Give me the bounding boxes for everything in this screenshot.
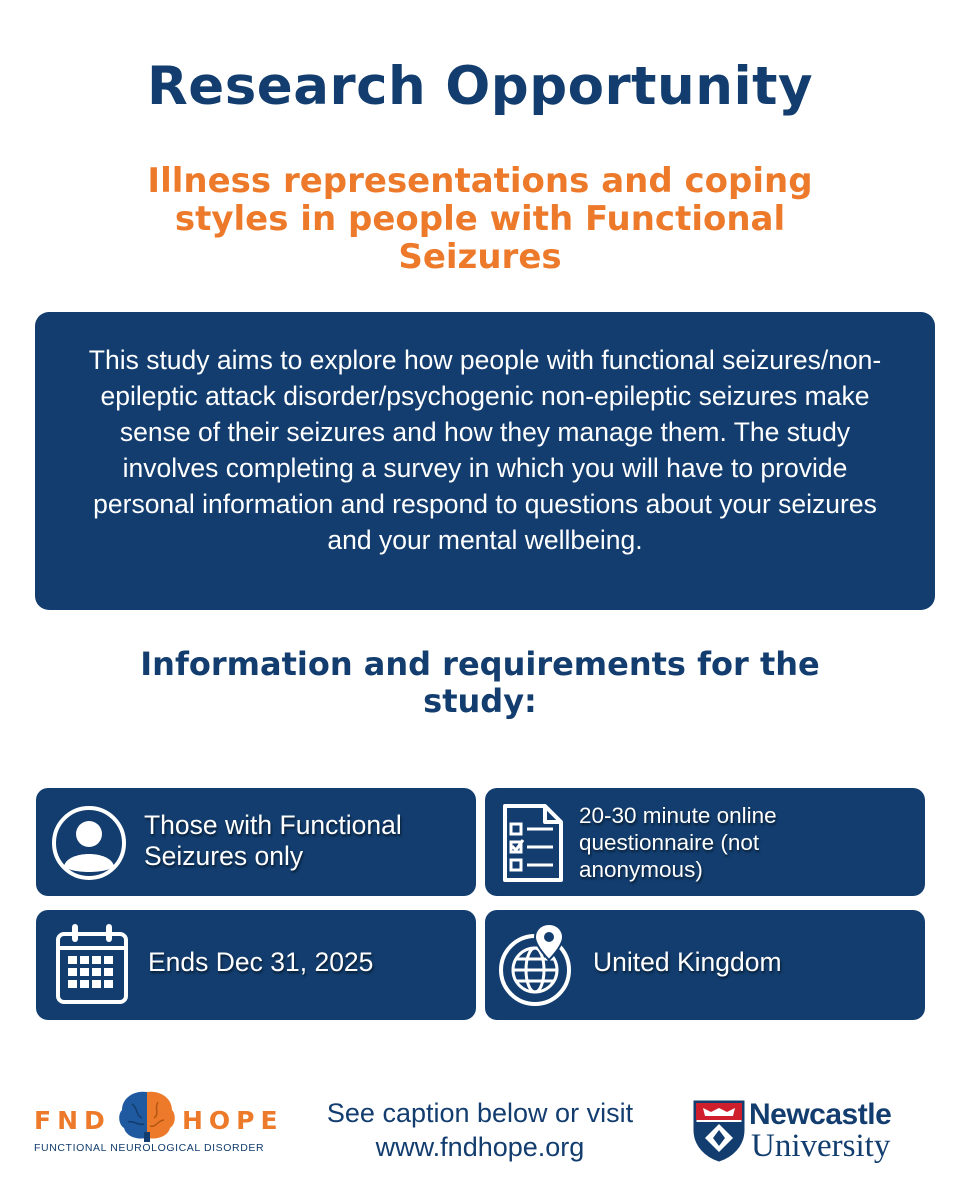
requirement-card-deadline [36, 910, 476, 1020]
requirement-card-format [485, 788, 925, 896]
requirement-card-eligibility [36, 788, 476, 896]
page-title: Research Opportunity [146, 56, 814, 117]
person-icon [50, 804, 128, 882]
study-title: Illness representations and coping styles in people with Functional Seizures [147, 161, 813, 277]
requirements-heading: Information and requirements for the study: [140, 645, 820, 720]
description-panel [35, 312, 935, 610]
location-text: United Kingdom [593, 947, 782, 977]
deadline-text: Ends Dec 31, 2025 [148, 947, 374, 977]
university-name-line2: University [751, 1128, 891, 1164]
newcastle-university-logo [693, 1098, 933, 1168]
university-name-line1: Newcastle [749, 1098, 892, 1131]
format-text: 20-30 minute online questionnaire (not anonymous) [579, 803, 777, 882]
brain-icon [114, 1088, 180, 1142]
requirement-card-location [485, 910, 925, 1020]
university-crest-icon [693, 1100, 745, 1162]
description-text: This study aims to explore how people with functional seizures/non-epileptic attack disorder/psychogenic non-epileptic seizures make sense of their seizures and how they manage them. The study involves completing a survey in which you will have to provide personal information and respond to questions about your seizures and your mental wellbeing. [88, 345, 882, 555]
footer-caption: See caption below or visit www.fndhope.org [326, 1098, 634, 1162]
calendar-icon [54, 922, 130, 1006]
checklist-icon [501, 802, 565, 884]
globe-pin-icon [495, 920, 579, 1008]
hope-word: HOPE [182, 1106, 284, 1135]
fnd-hope-logo [30, 1088, 284, 1168]
fnd-tagline: FUNCTIONAL NEUROLOGICAL DISORDER [34, 1142, 265, 1154]
fnd-word: FND [34, 1106, 111, 1135]
eligibility-text: Those with Functional Seizures only [144, 810, 402, 871]
